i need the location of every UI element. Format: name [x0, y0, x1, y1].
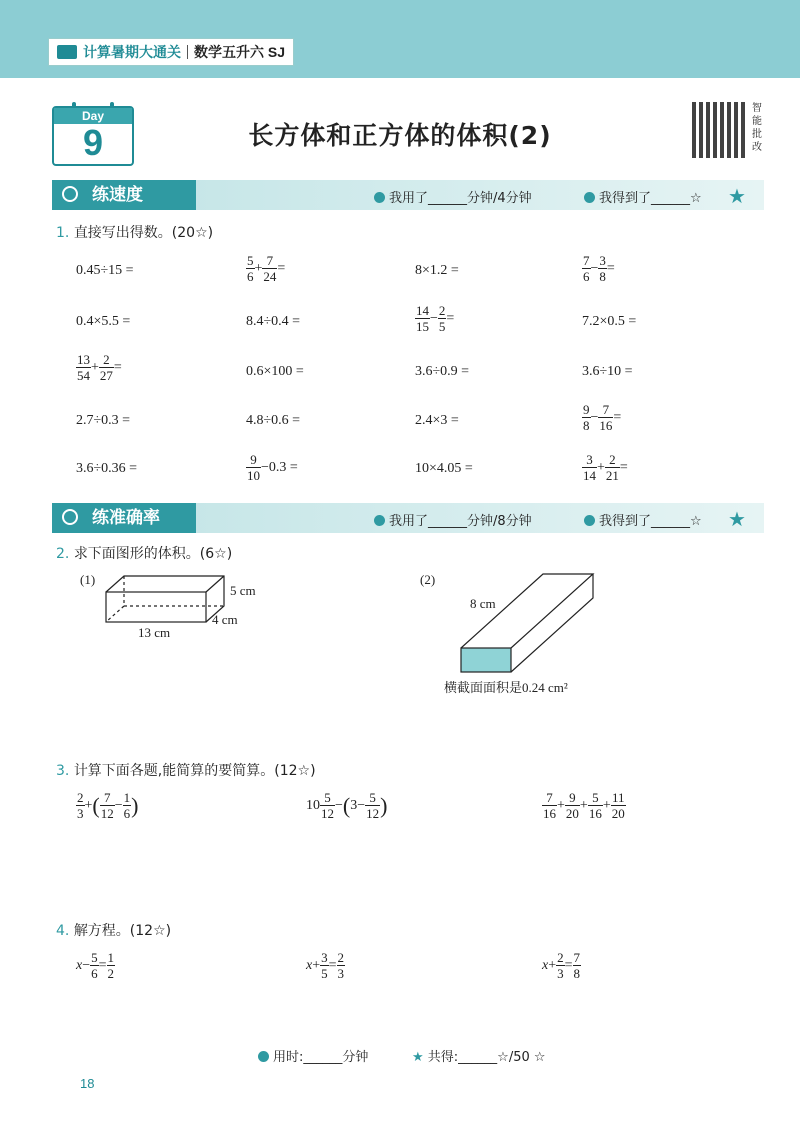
footer-total: ★ 共得:______☆/50 ☆ [412, 1050, 546, 1065]
score-record: 我得到了______☆ [584, 187, 702, 206]
calc-item: 10 $\frac{5}{12}$ − ( 3− $\frac{5}{12}$ ) [306, 790, 388, 821]
star-icon: ★ [728, 186, 746, 208]
question-3: 3. 计算下面各题,能简算的要简算。(12☆) [56, 763, 316, 779]
calc-item: $\frac{7}{16}$ + $\frac{9}{20}$ + $\frac{5}{16}$ + $\frac{11}{20}$ [543, 790, 625, 821]
equation: x − $\frac{5}{6}$ = $\frac{1}{2}$ [76, 950, 115, 981]
section-bar-accuracy [52, 503, 764, 533]
calc-item: $\frac{14}{15}$ − $\frac{2}{5}$ = [416, 303, 455, 334]
length-label: 8 cm [470, 596, 496, 611]
time-record: 我用了______分钟/8分钟 [374, 510, 532, 529]
alarm-icon [258, 1051, 269, 1062]
figure-label: (1) [80, 572, 96, 587]
time-record: 我用了______分钟/4分钟 [374, 187, 532, 206]
area-label: 横截面面积是0.24 cm² [444, 680, 568, 695]
question-2: 2. 求下面图形的体积。(6☆) [56, 546, 233, 562]
calc-item: 8×1.2 = [415, 263, 459, 278]
calc-item: 2.7÷0.3 = [76, 413, 131, 428]
calc-item: 4.8÷0.6 = [246, 413, 301, 428]
qr-code[interactable] [692, 102, 748, 158]
series-tag [48, 38, 294, 66]
clock-icon [374, 192, 385, 203]
calc-item: 3.6÷10 = [582, 364, 633, 379]
calc-item: 10×4.05 = [415, 461, 473, 476]
calc-item: 2.4×3 = [415, 413, 459, 428]
calc-item: $\frac{3}{14}$ + $\frac{2}{21}$ = [583, 452, 628, 483]
height-label: 5 cm [230, 583, 256, 598]
check-icon [584, 192, 595, 203]
section-label: 练准确率 [52, 503, 196, 533]
page-number: 18 [80, 1076, 95, 1091]
section-label: 练速度 [52, 180, 196, 210]
day-label: Day [54, 108, 132, 124]
calc-item: 7.2×0.5 = [582, 314, 637, 329]
check-icon [584, 515, 595, 526]
cuboid-figure-2 [455, 570, 605, 680]
calc-item: 3.6÷0.36 = [76, 461, 138, 476]
target-icon [62, 509, 78, 525]
calc-item: 0.6×100 = [246, 364, 304, 379]
calc-item: 0.4×5.5 = [76, 314, 131, 329]
star-icon: ★ [412, 1050, 424, 1065]
score-record: 我得到了______☆ [584, 510, 702, 529]
figure-label: (2) [420, 572, 436, 587]
calc-item: $\frac{7}{6}$ − $\frac{3}{8}$ = [583, 253, 615, 284]
equation: x + $\frac{2}{3}$ = $\frac{7}{8}$ [542, 950, 581, 981]
footer-time: 用时:______分钟 [258, 1046, 368, 1065]
subject-name: 数学五升六 SJ [194, 44, 286, 60]
length-label: 13 cm [138, 625, 171, 640]
clock-icon [374, 515, 385, 526]
page-title: 长方体和正方体的体积(2) [248, 121, 552, 150]
series-name: 计算暑期大通关 [83, 44, 181, 60]
question-1: 1. 直接写出得数。(20☆) [56, 225, 214, 241]
book-icon [57, 45, 77, 59]
equation: x + $\frac{3}{5}$ = $\frac{2}{3}$ [306, 950, 345, 981]
calc-item: 8.4÷0.4 = [246, 314, 301, 329]
calc-item: $\frac{2}{3}$ + ( $\frac{7}{12}$ − $\frac{1}{6}$ ) [77, 790, 139, 821]
width-label: 4 cm [212, 612, 238, 627]
calc-item: $\frac{13}{54}$ + $\frac{2}{27}$ = [77, 352, 122, 383]
stopwatch-icon [62, 186, 78, 202]
calc-item: 3.6÷0.9 = [415, 364, 470, 379]
question-4: 4. 解方程。(12☆) [56, 923, 172, 939]
calc-item: 0.45÷15 = [76, 263, 134, 278]
star-icon: ★ [728, 509, 746, 531]
cuboid-figure-1 [100, 570, 260, 640]
day-number: 9 [82, 122, 104, 163]
calc-item: $\frac{9}{8}$ − $\frac{7}{16}$ = [583, 402, 622, 433]
calc-item: $\frac{9}{10}$ −0.3 = [247, 452, 298, 483]
section-bar-speed [52, 180, 764, 210]
qr-label: 智能批改 [752, 103, 762, 153]
calc-item: $\frac{5}{6}$ + $\frac{7}{24}$ = [247, 253, 286, 284]
